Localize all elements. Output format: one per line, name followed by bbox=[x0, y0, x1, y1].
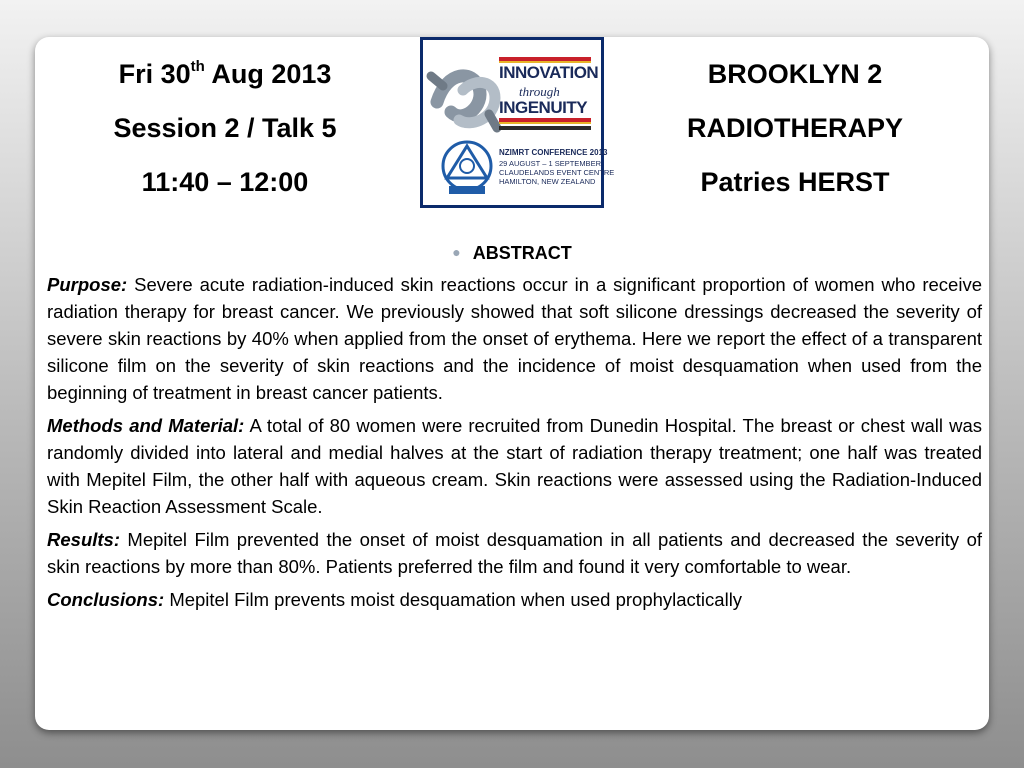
knot-icon bbox=[431, 76, 497, 128]
section-text: Mepitel Film prevents moist desquamation when used prophylactically bbox=[169, 589, 743, 610]
abstract-body bbox=[47, 271, 982, 619]
bullet-icon: ● bbox=[452, 244, 461, 260]
section-text: A total of 80 women were recruited from Dunedin Hospital. The breast or chest wall was randomly divided into lateral and medial halves at the start of radiation therapy treatment; one half was treated with Mepitel Film, the other half with aqueous cream. Skin reactions were assessed using the Radiation-Induced Skin Reaction Assessment Scale. bbox=[47, 415, 983, 517]
session-date: Fri 30th Aug 2013 bbox=[118, 58, 332, 89]
session-number: Session 2 / Talk 5 bbox=[113, 113, 337, 143]
abstract-methods bbox=[47, 412, 982, 520]
section-text: Severe acute radiation-induced skin reactions occur in a significant proportion of women who receive radiation therapy for breast cancer. We previously showed that soft silicone dressings decreased the severity of severe skin reactions by 40% when applied from the onset of erythema. Here we report the effect of a transparent silicone film on the severity of skin reactions and the incidence of moist desquamation when used from the beginning of treatment in breast cancer patients. bbox=[47, 274, 982, 403]
conference-logo bbox=[420, 37, 615, 208]
nzimrt-emblem-icon bbox=[443, 142, 491, 194]
section-label: Results: bbox=[47, 529, 120, 550]
talk-info bbox=[625, 51, 965, 213]
logo-conference-text: NZIMRT CONFERENCE 2013 bbox=[499, 148, 608, 157]
section-text: Mepitel Film prevented the onset of moist desquamation in all patients and decreased the severity of skin reactions by more than 80%. Patients preferred the film and found it very comfortable to wear. bbox=[47, 529, 982, 577]
logo-venue-text: CLAUDELANDS EVENT CENTRE bbox=[499, 168, 615, 177]
slide-card bbox=[35, 37, 989, 730]
section-label: Purpose: bbox=[47, 274, 128, 295]
section-label: Conclusions: bbox=[47, 589, 165, 610]
room-name: BROOKLYN 2 bbox=[707, 59, 883, 89]
stream-name: RADIOTHERAPY bbox=[686, 113, 903, 143]
logo-dates-text: 29 AUGUST – 1 SEPTEMBER bbox=[499, 159, 601, 168]
logo-innovation-text: INNOVATION bbox=[499, 63, 599, 82]
presenter-name: Patries HERST bbox=[700, 167, 890, 197]
abstract-heading: ● ABSTRACT bbox=[452, 243, 572, 263]
logo-city-text: HAMILTON, NEW ZEALAND bbox=[499, 177, 596, 186]
session-info bbox=[55, 51, 395, 213]
logo-through-text: through bbox=[519, 84, 560, 99]
abstract-purpose bbox=[47, 271, 982, 406]
session-time: 11:40 – 12:00 bbox=[141, 167, 309, 197]
section-label: Methods and Material: bbox=[47, 415, 245, 436]
abstract-conclusions bbox=[47, 586, 982, 613]
abstract-results bbox=[47, 526, 982, 580]
logo-ingenuity-text: INGENUITY bbox=[499, 98, 588, 117]
